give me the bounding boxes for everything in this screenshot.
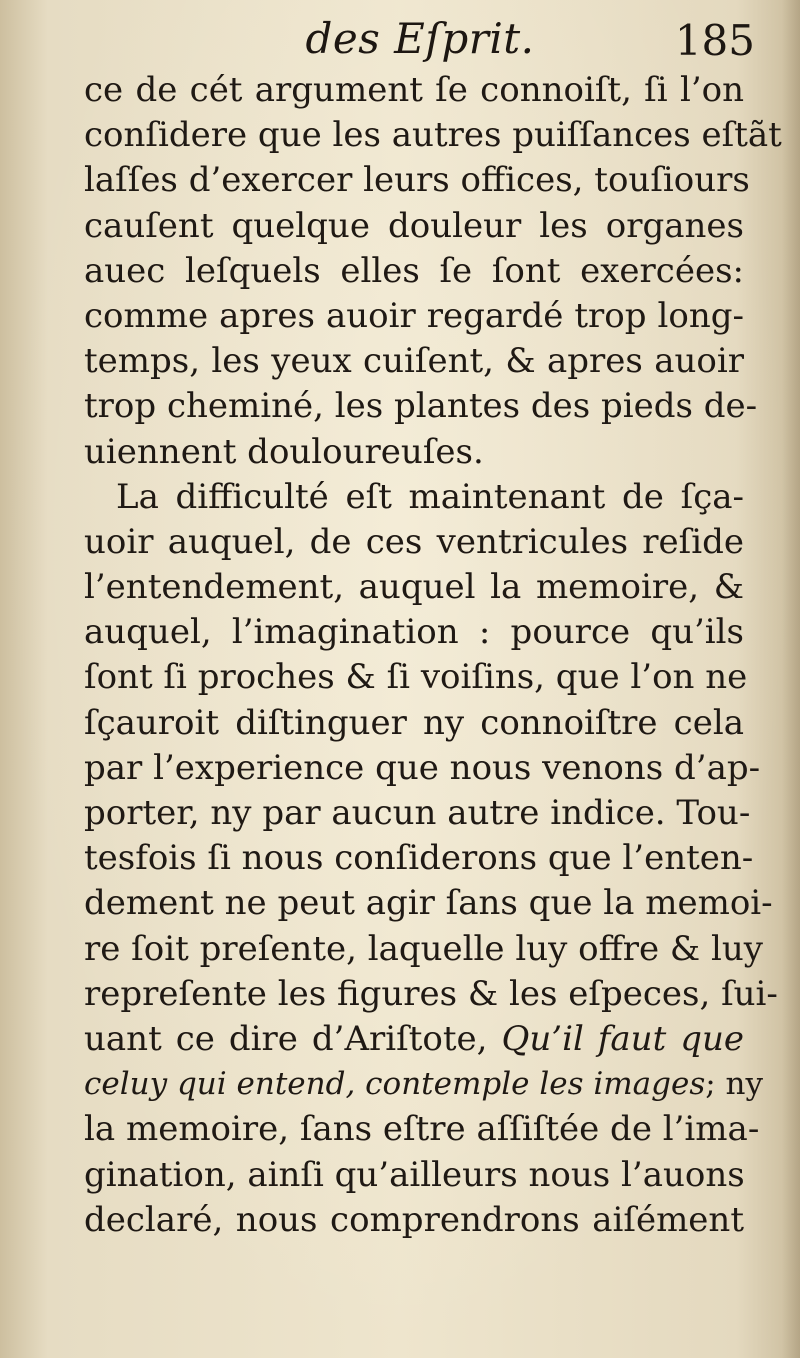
- text-line: auec leſquels elles ſe ſont exercées:: [84, 250, 744, 291]
- text-line: declaré, nous comprendrons aiſément: [84, 1199, 744, 1240]
- text-segment: uant ce dire d’Ariſtote,: [84, 1018, 488, 1059]
- text-line: par l’experience que nous venons d’ap-: [84, 747, 761, 788]
- text-line-with-quote: [84, 1017, 744, 1062]
- page-number: 185: [674, 16, 755, 65]
- text-line: uiennent douloureuſes.: [84, 431, 484, 472]
- text-line: tesfois ſi nous conſiderons que l’enten-: [84, 838, 754, 879]
- body-text: [84, 68, 782, 1243]
- italic-quote-line: [84, 1062, 764, 1107]
- italic-quotation: celuy qui entend, contemple les images: [84, 1066, 706, 1103]
- text-line: ſçauroit diſtinguer ny connoiſtre cela: [84, 702, 744, 743]
- paragraph-first-line: La difficulté eſt maintenant de ſça-: [116, 476, 744, 517]
- text-line: trop cheminé, les plantes des pieds de-: [84, 386, 758, 427]
- text-line: laſſes d’exercer leurs offices, touſiours: [84, 160, 750, 201]
- page-edge-shadow: [782, 0, 800, 1358]
- text-line: ſont ſi proches & ſi voiſins, que l’on ne: [84, 657, 748, 698]
- text-line: gination, ainſi qu’ailleurs nous l’auons: [84, 1154, 745, 1195]
- text-line: la memoire, ſans eſtre aſſiſtée de l’ima-: [84, 1109, 760, 1150]
- text-line: porter, ny par aucun autre indice. Tou-: [84, 793, 751, 833]
- running-title: des Eſprit.: [305, 14, 535, 63]
- italic-quotation: Qu’il faut que: [501, 1018, 745, 1059]
- text-line: comme apres auoir regardé trop long-: [84, 295, 744, 336]
- text-line: uoir auquel, de ces ventricules reſide: [84, 521, 744, 562]
- text-line: ce de cét argument ſe connoiſt, ſi l’on: [84, 70, 744, 110]
- text-line: conſidere que les autres puiſſances eſtãt: [84, 115, 782, 156]
- text-line: auquel, l’imagination : pource qu’ils: [84, 612, 744, 653]
- text-line: repreſente les figures & les eſpeces, ſui-: [84, 973, 778, 1014]
- text-line: dement ne peut agir ſans que la memoi-: [84, 883, 773, 924]
- text-line: cauſent quelque douleur les organes: [84, 205, 744, 246]
- text-segment: ; ny: [705, 1066, 764, 1103]
- text-line: re ſoit preſente, laquelle luy offre & luy: [84, 928, 763, 969]
- page-header: [0, 14, 800, 74]
- text-line: temps, les yeux cuiſent, & apres auoir: [84, 341, 744, 382]
- text-line: l’entendement, auquel la memoire, &: [84, 567, 744, 608]
